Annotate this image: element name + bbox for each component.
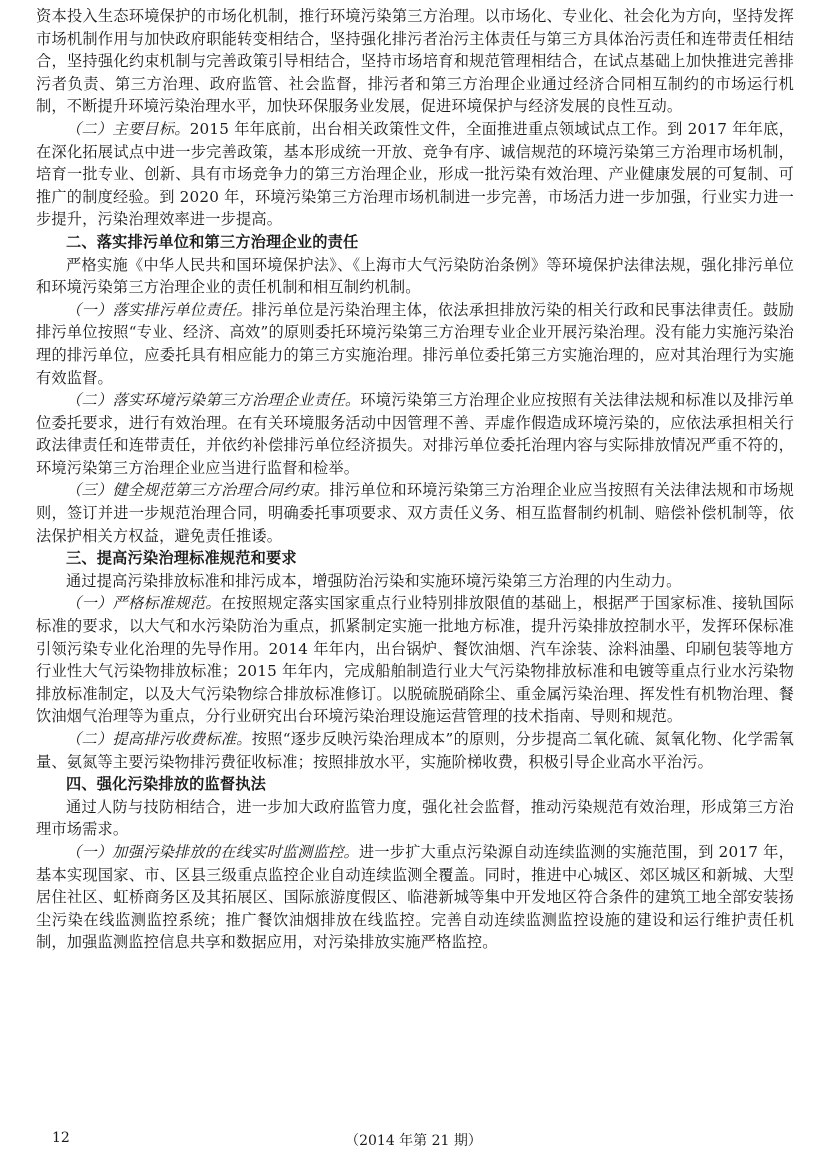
section-heading: 三、提高污染治理标准规范和要求: [66, 549, 297, 568]
subsection-label: （二）落实环境污染第三方治理企业责任。: [66, 391, 361, 410]
paragraph: 资本投入生态环境保护的市场化机制，推行环境污染第三方治理。以市场化、专业化、社会化为方向，坚持发挥市场机制作用与加快政府职能转变相结合，坚持强化排污者治污主体责任与第三方具体治污责任和连带责任相结合，坚持强化约束机制与完善政策引导相结合，坚持市场培育和规范管理相结合，在试点基础上加快推进完善排污者负责、第三方治理、政府监管、社会监督，排污者和第三方治理企业通过经济合同相互制约的市场运行机制，不断提升环境污染治理水平，加快环保服务业发展，促进环境保护与经济发展的良性互动。: [36, 7, 794, 116]
subsection-label: （二）提高排污收费标准。: [66, 730, 252, 748]
section-heading: 二、落实排污单位和第三方治理企业的责任: [66, 232, 359, 251]
paragraph: 通过提高污染排放标准和排污成本，增强防治污染和实施环境污染第三方治理的内生动力。: [66, 571, 682, 590]
paragraph: （一）加强污染排放的在线实时监测监控。进一步扩大重点污染源自动连续监测的实施范围，到 2017 年，基本实现国家、市、区县三级重点监控企业自动连续监测全覆盖。同时，推进中心城区、郊区城区和新城、大型居住社区、虹桥商务区及其拓展区、国际旅游度假区、临港新城等集中开发地区符合条件的建筑工地全部安装扬尘污染在线监测监控系统；推广餐饮油烟排放在线监控。完善自动连续监测监控设施的建设和运行维护责任机制，加强监测监控信息共享和数据应用，对污染排放实施严格监控。: [36, 842, 794, 952]
page-number: 12: [52, 1130, 70, 1146]
page-footer: [0, 1130, 827, 1152]
paragraph: （二）主要目标。2015 年年底前，出台相关政策性文件，全面推进重点领域试点工作。到 2017 年年底，在深化拓展试点中进一步完善政策，基本形成统一开放、竞争有序、诚信规范的环境污染第三方治理市场机制，培育一批专业、创新、具有市场竞争力的第三方治理企业，形成一批污染有效治理、产业健康发展的可复制、可推广的制度经验。到 2020 年，环境污染第三方治理市场机制进一步完善，市场活力进一步加强，行业实力进一步提升，污染治理效率进一步提高。: [36, 119, 794, 229]
subsection-label: （一）严格标准规范。: [66, 594, 221, 613]
subsection-label: （二）主要目标。: [66, 119, 190, 138]
section-heading: 四、强化污染排放的监督执法: [66, 775, 267, 794]
subsection-label: （一）落实排污单位责任。: [66, 300, 252, 319]
paragraph: （三）健全规范第三方治理合同约束。排污单位和环境污染第三方治理企业应当按照有关法律法规和市场规则，签订并进一步规范治理合同，明确委托事项要求、双方责任义务、相互监督制约机制、赔偿补偿机制等，依法保护相关方权益，避免责任推诿。: [36, 481, 794, 545]
issue-label: （2014 年第 21 期）: [345, 1133, 482, 1149]
paragraph: （二）落实环境污染第三方治理企业责任。环境污染第三方治理企业应按照有关法律法规和标准以及排污单位委托要求，进行有效治理。在有关环境服务活动中因管理不善、弄虚作假造成环境污染的，应依法承担相关行政法律责任和连带责任，并依约补偿排污单位经济损失。对排污单位委托治理内容与实际排放情况严重不符的，环境污染第三方治理企业应当进行监督和检举。: [36, 391, 794, 477]
paragraph: （一）严格标准规范。在按照规定落实国家重点行业特别排放限值的基础上，根据严于国家标准、接轨国际标准的要求，以大气和水污染防治为重点，抓紧制定实施一批地方标准，提升污染排放控制水平，发挥环保标准引领污染专业化治理的先导作用。2014 年年内，出台锅炉、餐饮油烟、汽车涂装、涂料油墨、印刷包装等地方行业性大气污染物排放标准；2015 年年内，完成船舶制造行业大气污染物排放标准和电镀等重点行业水污染物排放标准制定，以及大气污染物综合排放标准修订。以脱硫脱硝除尘、重金属污染治理、挥发性有机物治理、餐饮油烟气治理等为重点，分行业研究出台环境污染治理设施运营管理的技术指南、导则和规范。: [36, 594, 795, 726]
subsection-label: （三）健全规范第三方治理合同约束。: [66, 481, 330, 500]
paragraph: 通过人防与技防相结合，进一步加大政府监管力度，强化社会监督，推动污染规范有效治理，形成第三方治理市场需求。: [36, 797, 794, 839]
subsection-label: （一）加强污染排放的在线实时监测监控。: [66, 842, 359, 861]
paragraph: （一）落实排污单位责任。排污单位是污染治理主体，依法承担排放污染的相关行政和民事法律责任。鼓励排污单位按照“专业、经济、高效”的原则委托环境污染第三方治理专业企业开展污染治理。没有能力实施污染治理的排污单位，应委托具有相应能力的第三方实施治理。排污单位委托第三方实施治理的，应对其治理行为实施有效监督。: [36, 300, 795, 387]
paragraph: 严格实施《中华人民共和国环境保护法》、《上海市大气污染防治条例》等环境保护法律法规，强化排污单位和环境污染第三方治理企业的责任机制和相互制约机制。: [36, 255, 794, 297]
document-body: [36, 5, 794, 954]
paragraph: （二）提高排污收费标准。按照“逐步反映污染治理成本”的原则，分步提高二氧化硫、氮氧化物、化学需氧量、氨氮等主要污染物排污费征收标准；按照排放水平，实施阶梯收费，积极引导企业高水平治污。: [36, 730, 794, 771]
